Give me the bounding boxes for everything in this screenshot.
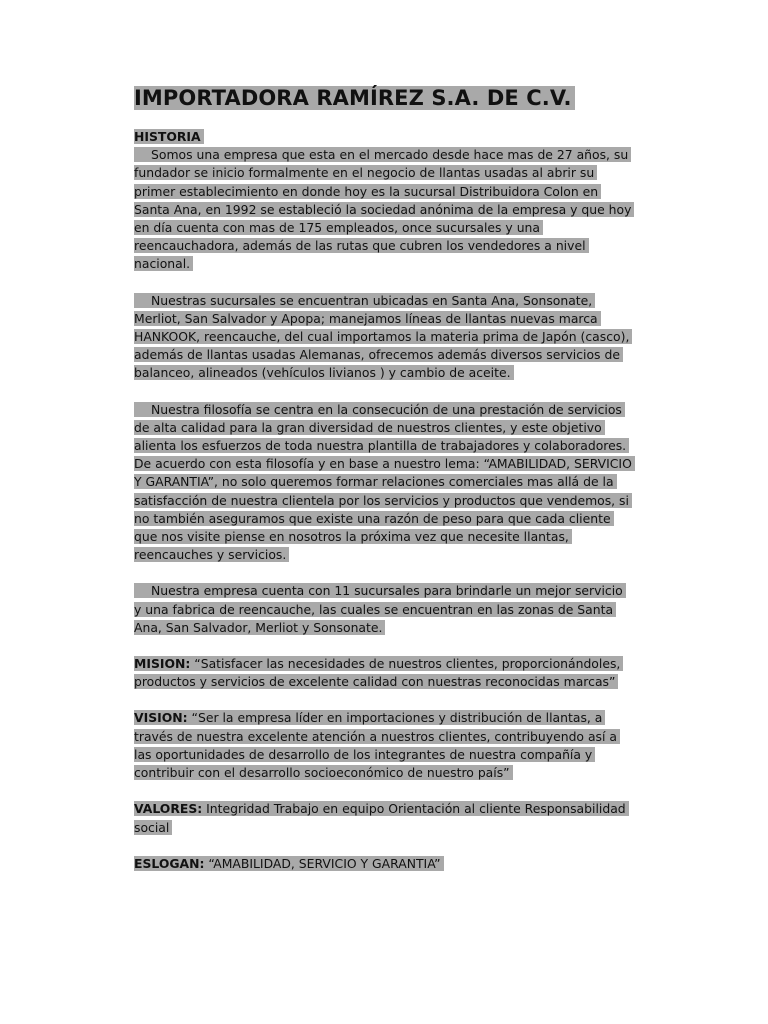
document-page xyxy=(134,84,634,891)
valores-body: Integridad Trabajo en equipo Orientación al cliente Responsabilidad social xyxy=(134,801,626,835)
eslogan-body: “AMABILIDAD, SERVICIO Y GARANTIA” xyxy=(204,855,441,871)
historia-paragraph-3 xyxy=(134,401,634,565)
valores-text xyxy=(134,801,629,834)
eslogan-label: ESLOGAN: xyxy=(134,855,205,871)
historia-paragraph-4-body: Nuestra empresa cuenta con 11 sucursales para brindarle un mejor servicio y una fabrica de reencauche, las cuales se encuentran en las zonas de Santa Ana, San Salvador, Merliot y Sonsonate. xyxy=(134,583,623,635)
eslogan-text xyxy=(134,856,444,871)
historia-paragraph-4 xyxy=(134,582,634,637)
historia-paragraph-4-text xyxy=(134,583,626,634)
valores-label: VALORES: xyxy=(134,801,203,817)
document-title xyxy=(134,84,634,112)
historia-paragraph-2-text xyxy=(134,293,632,381)
mision-body: “Satisfacer las necesidades de nuestros clientes, proporcionándoles, productos y servicios de excelente calidad con nuestras reconocidas marcas” xyxy=(134,656,621,690)
historia-heading xyxy=(134,128,634,146)
mision-text xyxy=(134,656,623,689)
valores-section xyxy=(134,800,634,836)
mision-section xyxy=(134,655,634,691)
vision-label: VISION: xyxy=(134,710,188,726)
historia-paragraph-2 xyxy=(134,292,634,383)
historia-paragraph-1-body: Somos una empresa que esta en el mercado desde hace mas de 27 años, su fundador se inicio formalmente en el negocio de llantas usadas al abrir su primer establecimiento en donde hoy es la sucursal Distribuidora Colon en Santa Ana, en 1992 se estableció la sociedad anónima de la empresa y que hoy en día cuenta con mas de 175 empleados, once sucursales y una reencauchadora, además de las rutas que cubren los vendedores a nivel nacional. xyxy=(134,147,632,272)
mision-label: MISION: xyxy=(134,656,191,672)
historia-paragraph-3-text xyxy=(134,402,635,563)
document-title-text: IMPORTADORA RAMÍREZ S.A. DE C.V. xyxy=(134,86,575,110)
historia-paragraph-3-body: Nuestra filosofía se centra en la consecución de una prestación de servicios de alta calidad para la gran diversidad de nuestros clientes, y este objetivo alienta los esfuerzos de toda nuestra plantilla de trabajadores y colaboradores. De acuerdo con esta filosofía y en base a nuestro lema: “AMABILIDAD, SERVICIO Y GARANTIA”, no solo queremos formar relaciones comerciales mas allá de la satisfacción de nuestra clientela por los servicios y productos que vendemos, si no también aseguramos que existe una razón de peso para que cada cliente que nos visite piense en nosotros la próxima vez que necesite llantas, reencauches y servicios. xyxy=(134,401,632,563)
vision-text xyxy=(134,710,620,780)
historia-paragraph-2-body: Nuestras sucursales se encuentran ubicadas en Santa Ana, Sonsonate, Merliot, San Salvador y Apopa; manejamos líneas de llantas nuevas marca HANKOOK, reencauche, del cual importamos la materia prima de Japón (casco), además de llantas usadas Alemanas, ofrecemos además diversos servicios de balanceo, alineados (vehículos livianos ) y cambio de aceite. xyxy=(134,292,630,381)
vision-body: “Ser la empresa líder en importaciones y distribución de llantas, a través de nuestra excelente atención a nuestros clientes, contribuyendo así a las oportunidades de desarrollo de los integrantes de nuestra compañía y contribuir con el desarrollo socioeconómico de nuestro país” xyxy=(134,710,617,781)
eslogan-section xyxy=(134,855,634,873)
historia-paragraph-1 xyxy=(134,146,634,273)
vision-section xyxy=(134,709,634,782)
historia-heading-text: HISTORIA xyxy=(134,129,204,144)
historia-paragraph-1-text xyxy=(134,147,634,271)
